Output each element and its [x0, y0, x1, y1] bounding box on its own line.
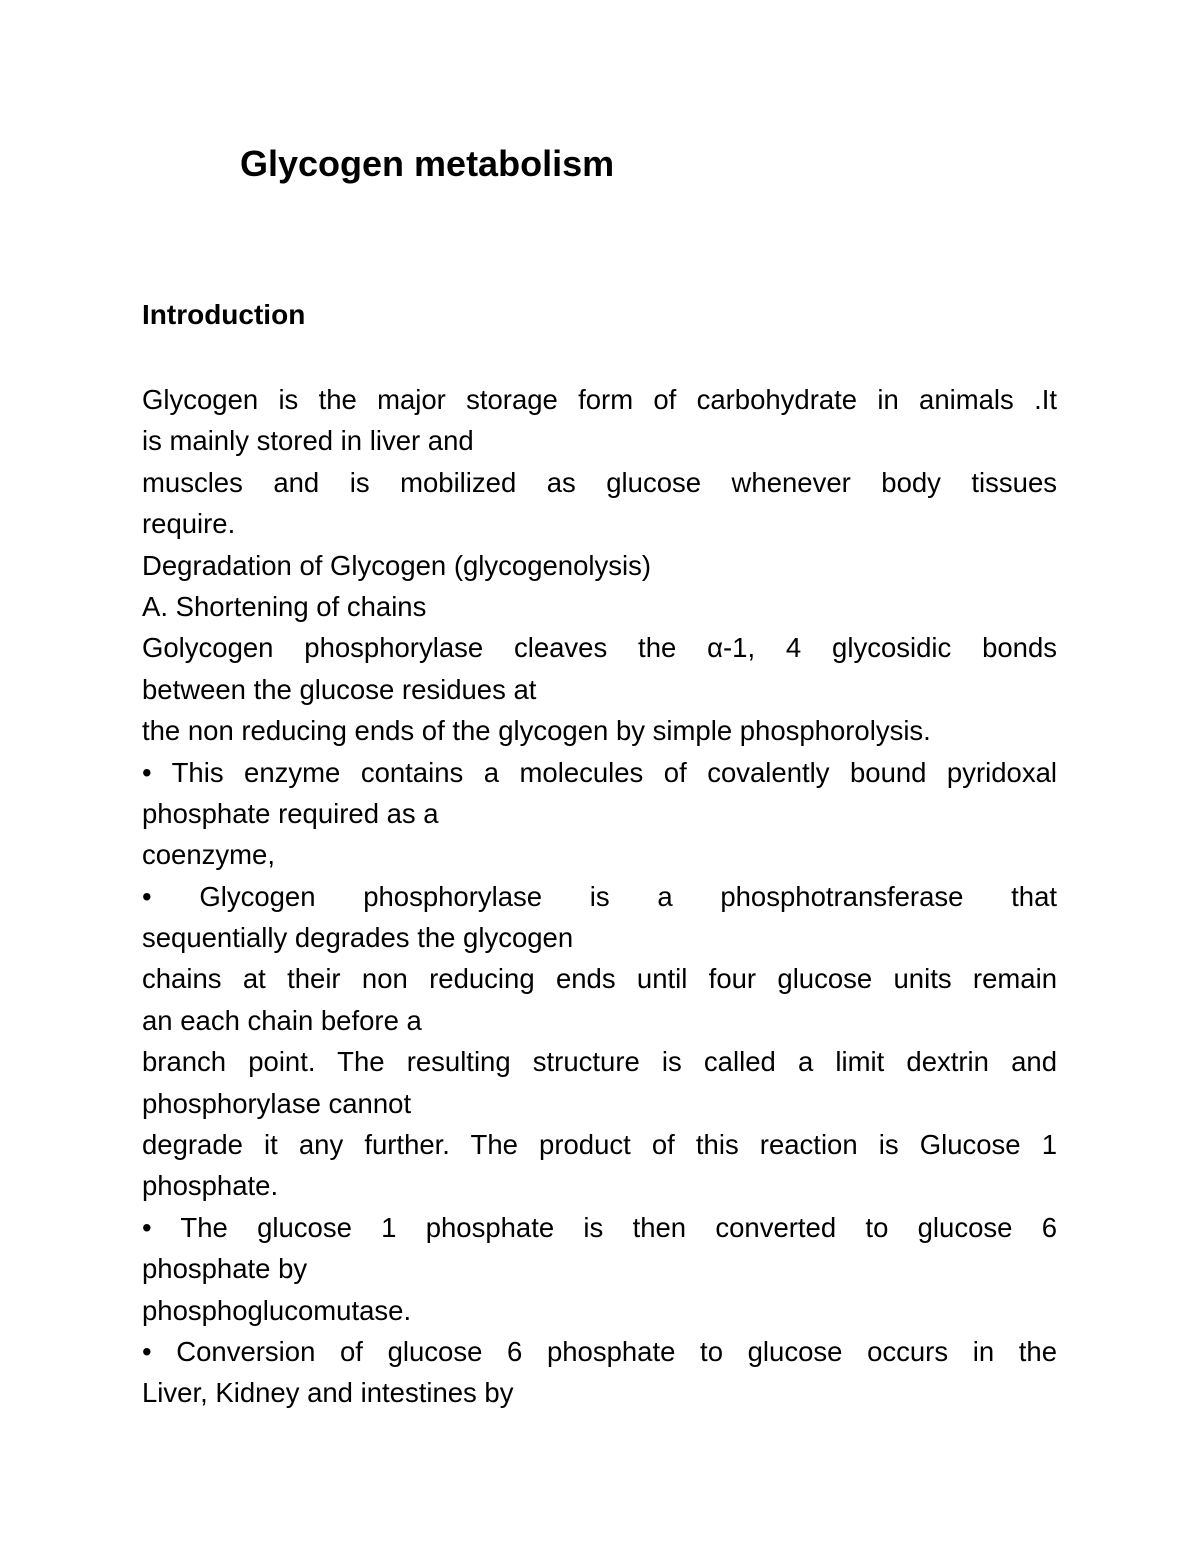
text-line: A. Shortening of chains — [142, 590, 427, 622]
text-line: degrade it any further. The product of this reaction is Glucose 1 — [142, 1129, 1057, 1161]
text-line: coenzyme, — [142, 839, 275, 871]
text-line: phosphorylase cannot — [142, 1087, 412, 1119]
text-line: phosphoglucomutase. — [142, 1294, 412, 1326]
text-line: sequentially degrades the glycogen — [142, 922, 574, 954]
text-line: • The glucose 1 phosphate is then converted to glucose 6 — [142, 1211, 1057, 1243]
text-line: • Conversion of glucose 6 phosphate to glucose occurs in the — [142, 1335, 1057, 1367]
text-line: require. — [142, 508, 236, 540]
text-line: Golycogen phosphorylase cleaves the α-1, 4 glycosidic bonds — [142, 632, 1057, 664]
document-title: Glycogen metabolism — [240, 143, 615, 184]
text-line: muscles and is mobilized as glucose whenever body tissues — [142, 466, 1057, 498]
text-line: between the glucose residues at — [142, 673, 537, 705]
text-line: Glycogen is the major storage form of carbohydrate in animals .It — [142, 384, 1057, 415]
text-line: is mainly stored in liver and — [142, 425, 474, 457]
text-line: Liver, Kidney and intestines by — [142, 1377, 514, 1409]
text-line: branch point. The resulting structure is called a limit dextrin and — [142, 1046, 1057, 1078]
text-line: phosphate. — [142, 1170, 279, 1202]
text-line: an each chain before a — [142, 1004, 422, 1036]
text-line: phosphate by — [142, 1253, 308, 1285]
text-line: • Glycogen phosphorylase is a phosphotransferase that — [142, 880, 1057, 912]
text-line: • This enzyme contains a molecules of covalently bound pyridoxal — [142, 756, 1057, 788]
text-line: Degradation of Glycogen (glycogenolysis) — [142, 549, 652, 581]
text-line: phosphate required as a — [142, 797, 439, 829]
text-line: chains at their non reducing ends until four glucose units remain — [142, 963, 1057, 995]
section-heading-introduction: Introduction — [142, 299, 306, 330]
text-line: the non reducing ends of the glycogen by simple phosphorolysis. — [142, 715, 931, 747]
body-text — [142, 379, 1057, 1414]
